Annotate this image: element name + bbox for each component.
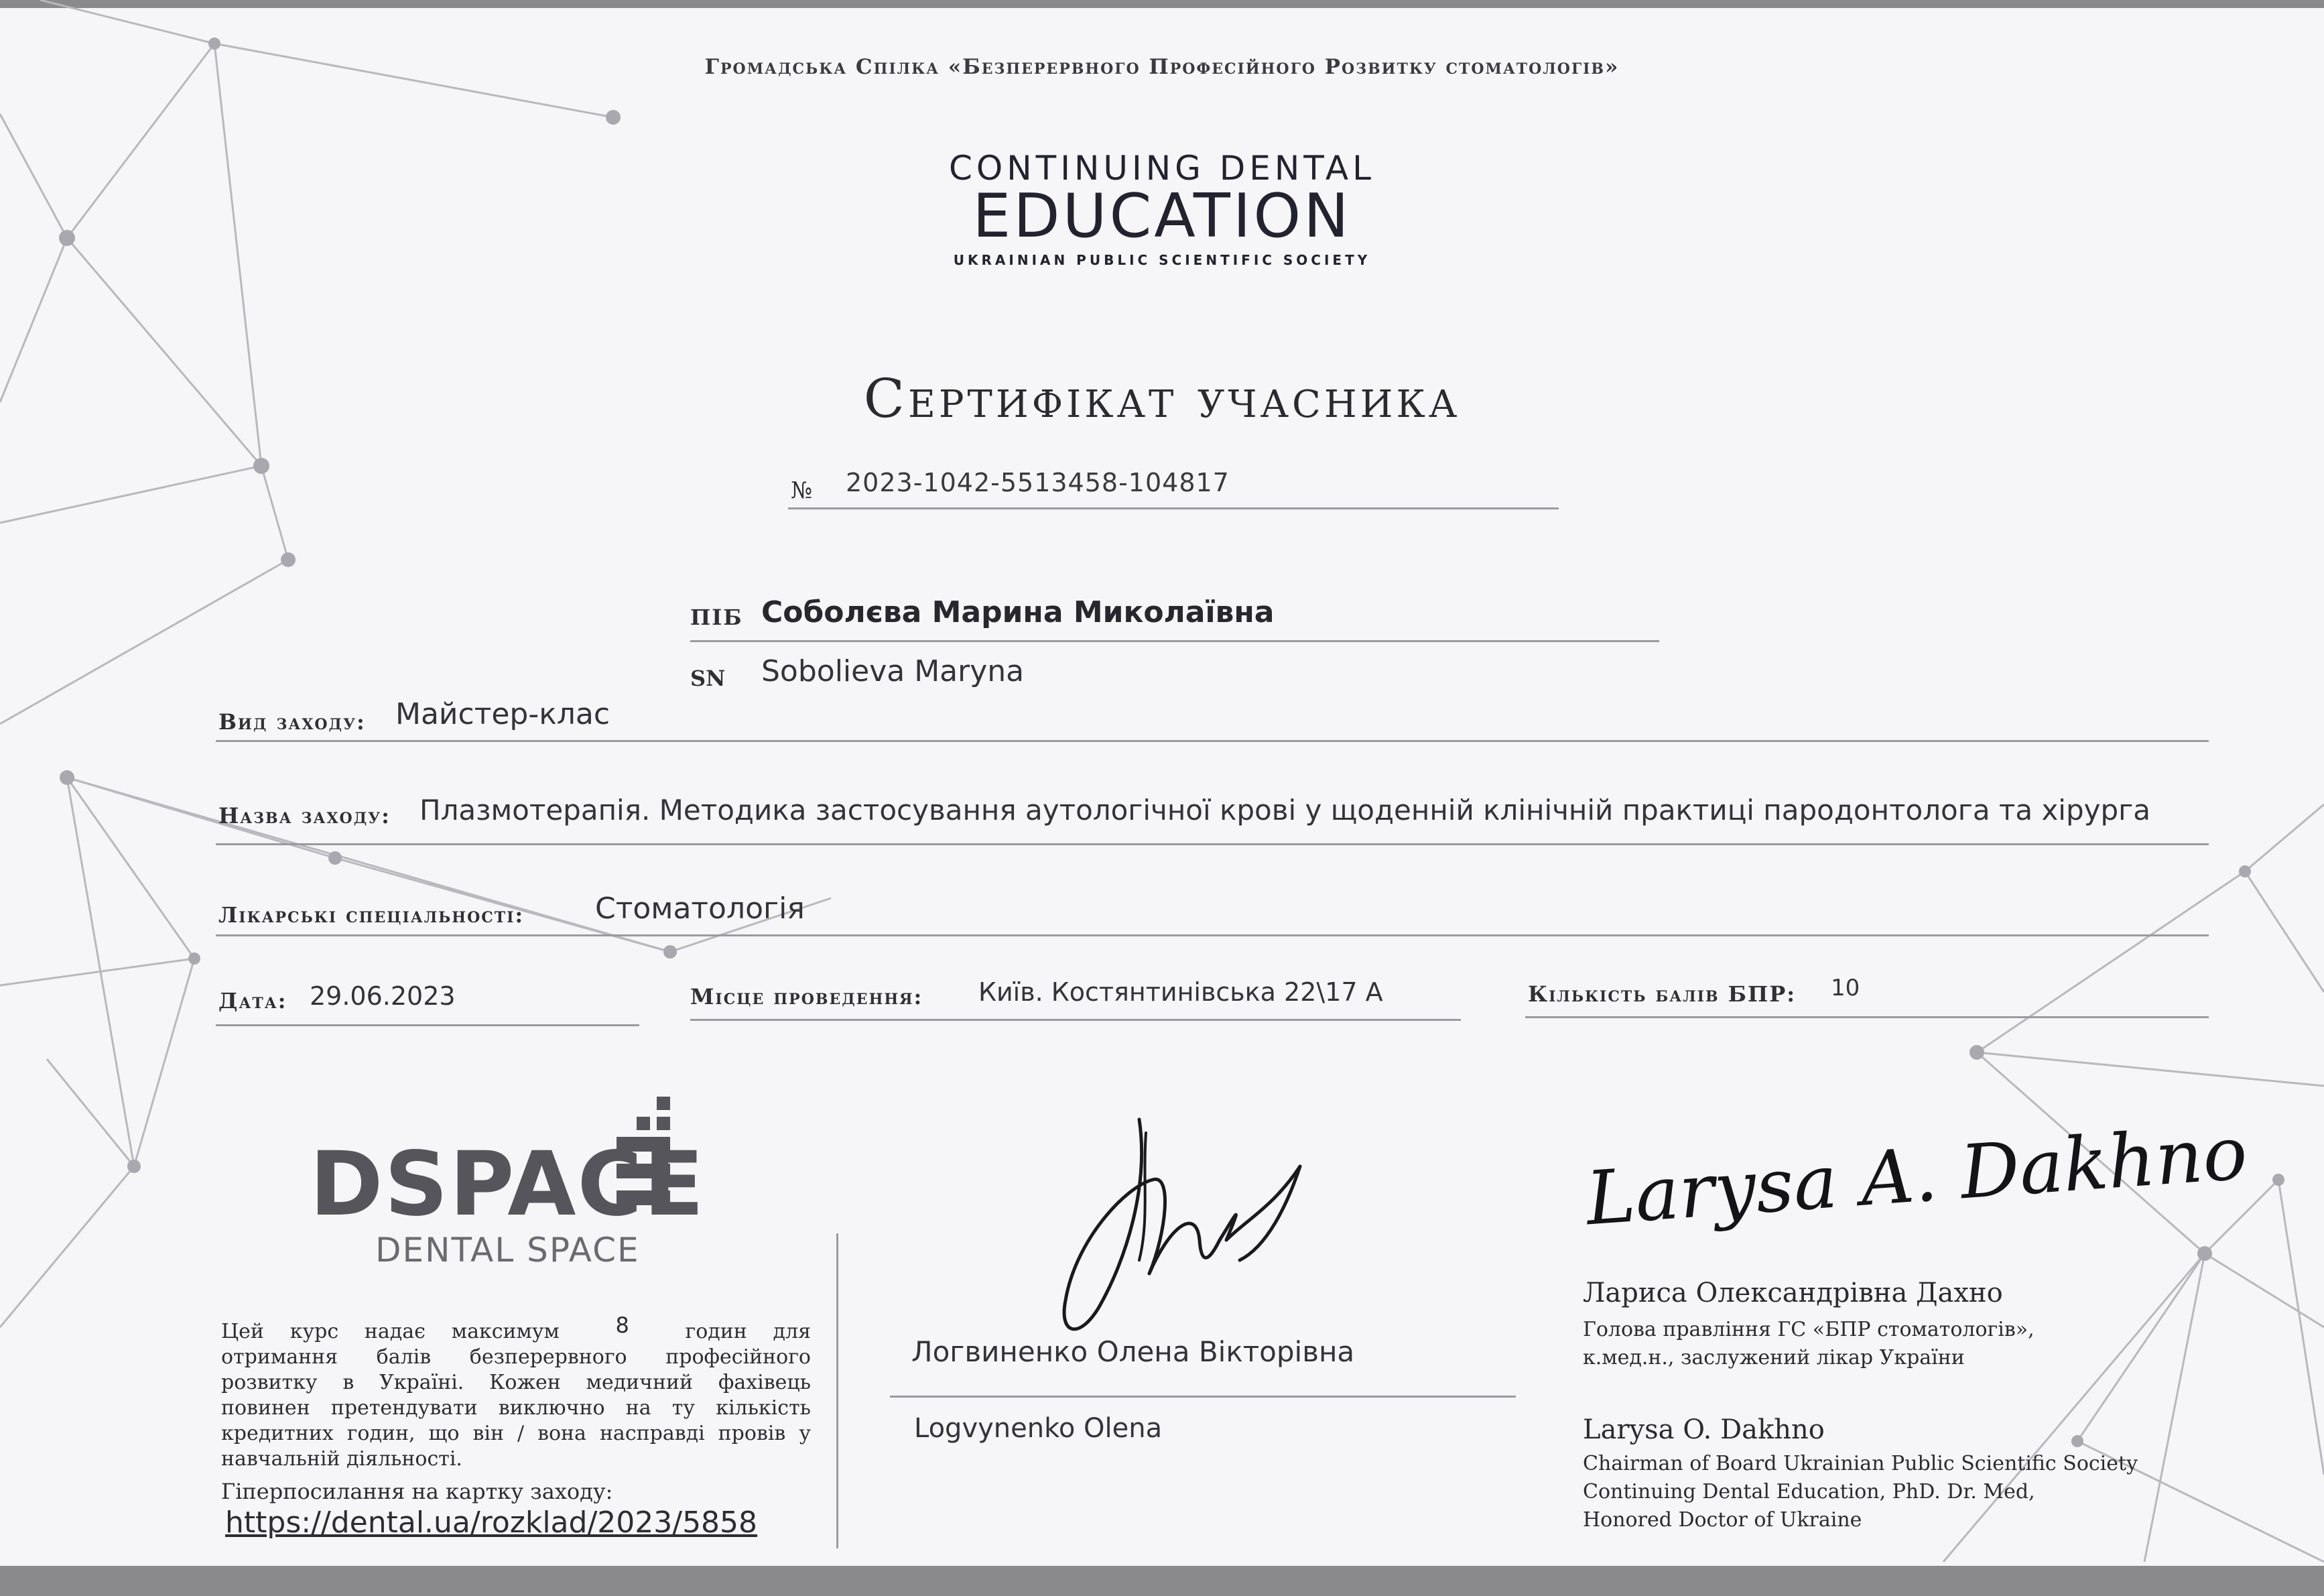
cde-logo-line1: CONTINUING DENTAL <box>949 149 1375 188</box>
event-link-label: Гіперпосилання на картку заходу: <box>221 1479 613 1504</box>
sn-label: SN <box>690 666 726 691</box>
chair-name-uk: Лариса Олександрівна Дахно <box>1583 1278 2003 1308</box>
course-info-text-start: Цей курс надає максимум <box>221 1320 560 1343</box>
specialties-label: Лікарські спеціальності: <box>218 902 525 928</box>
chair-role-uk-2: к.мед.н., заслужений лікар України <box>1583 1346 1965 1369</box>
chair-name-en: Larysa O. Dakhno <box>1583 1414 1825 1445</box>
dspace-logo-text: DSPACE <box>310 1133 706 1236</box>
chair-role-en-2: Continuing Dental Education, PhD. Dr. Med, <box>1583 1480 2035 1503</box>
date-underline <box>216 1024 639 1026</box>
cde-logo-line2: EDUCATION <box>972 181 1352 251</box>
points-label: Кількість балів БПР: <box>1528 981 1797 1007</box>
event-type-underline <box>216 740 2209 742</box>
points-underline <box>1525 1016 2209 1018</box>
chair-role-en-1: Chairman of Board Ukrainian Public Scientific Society <box>1583 1452 2138 1475</box>
certificate-number: 2023-1042-5513458-104817 <box>846 468 1230 497</box>
certificate-number-underline <box>788 507 1559 509</box>
chair-role-en-3: Honored Doctor of Ukraine <box>1583 1508 1862 1532</box>
place-label: Місце проведення: <box>690 984 923 1009</box>
lecturer-name-uk: Логвиненко Олена Вікторівна <box>911 1335 1355 1368</box>
event-link[interactable]: https://dental.ua/rozklad/2023/5858 <box>225 1506 758 1540</box>
participant-name-en: Sobolieva Maryna <box>761 654 1025 688</box>
specialties: Стоматологія <box>595 892 805 926</box>
lecturer-signature <box>1005 1106 1327 1347</box>
certificate-title: Сертифікат учасника <box>863 367 1461 430</box>
cde-logo-line3: UKRAINIAN PUBLIC SCIENTIFIC SOCIETY <box>953 252 1371 268</box>
date-label: Дата: <box>218 988 287 1014</box>
lecturer-name-en: Logvynenko Olena <box>914 1413 1163 1444</box>
event-points: 10 <box>1831 975 1860 1001</box>
event-type: Майстер-клас <box>395 697 610 731</box>
event-place: Київ. Костянтинівська 22\17 А <box>978 977 1383 1007</box>
participant-name-uk: Соболєва Марина Миколаївна <box>761 595 1275 629</box>
organization-name: Громадська Спілка «Безперервного Професійного Розвитку стоматологів» <box>704 55 1620 79</box>
event-name: Плазмотерапія. Методика застосування аутологічної крові у щоденній клінічній практиці пародонтолога та хірурга <box>419 794 2150 826</box>
lecturer-underline <box>890 1396 1516 1398</box>
place-underline <box>690 1019 1461 1021</box>
course-info-text-end: годин для отримання балів безперервного професійного розвитку в Україні. Кожен медичний фахівець повинен претендувати виключно на ту кількість кредитних годин, що він / вона насправді провів у навчальній діяльності. <box>221 1320 812 1471</box>
footer-divider <box>836 1233 838 1548</box>
dspace-logo-subtitle: DENTAL SPACE <box>375 1231 640 1270</box>
event-name-underline <box>216 843 2209 845</box>
event-date: 29.06.2023 <box>310 981 456 1011</box>
course-info-paragraph <box>221 1312 812 1472</box>
chair-signature: Larysa A. Dakhno <box>1583 1109 2250 1242</box>
course-hours: 8 <box>615 1312 629 1338</box>
pib-label: ПІБ <box>690 605 743 630</box>
specialties-underline <box>216 934 2209 936</box>
chair-role-uk-1: Голова правління ГС «БПР стоматологів», <box>1583 1318 2035 1341</box>
participant-name-underline <box>690 640 1659 642</box>
event-name-label: Назва заходу: <box>218 803 391 828</box>
event-type-label: Вид заходу: <box>218 709 366 735</box>
certificate-number-label: № <box>791 477 813 504</box>
